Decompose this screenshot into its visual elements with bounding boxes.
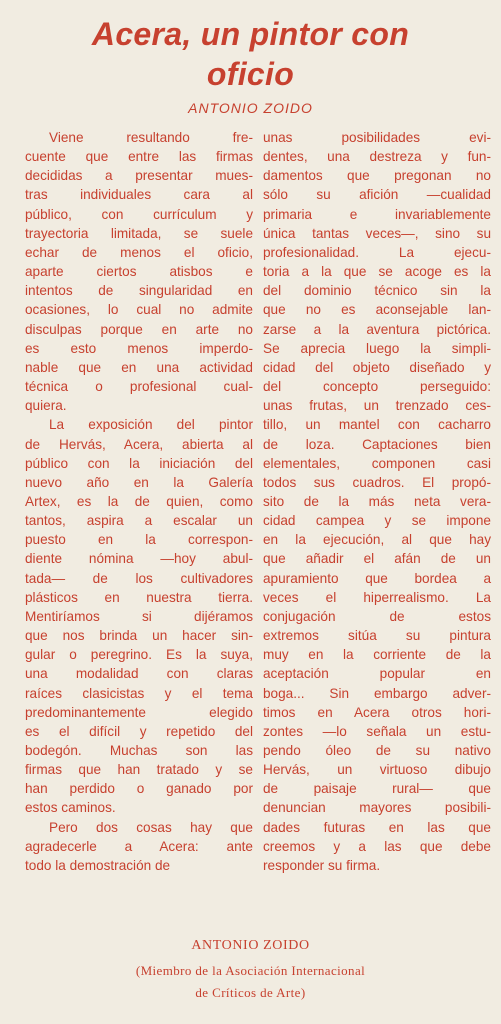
- article-line: público, con currículum y: [25, 206, 253, 222]
- footer-affiliation-line-1: (Miembro de la Asociación Internacional: [135, 963, 366, 978]
- article-line: única tantas veces—, sino su: [263, 225, 491, 241]
- article-line: nuevo año en la Galería: [25, 474, 253, 490]
- article-line: cuente que entre las firmas: [25, 149, 253, 165]
- article-line: ocasiones, lo cual no admite: [25, 302, 253, 318]
- article-byline: ANTONIO ZOIDO: [188, 100, 313, 116]
- article-line: puesto en la correspon-: [25, 532, 253, 548]
- article-line: decididas a presentar mues-: [25, 168, 253, 184]
- article-line: primaria e invariablemente: [263, 206, 491, 222]
- article-line: del dominio técnico sin la: [263, 283, 491, 299]
- article-line: de loza. Captaciones bien: [263, 436, 491, 452]
- article-title: [20, 14, 481, 94]
- article-line: tras individuales cara al: [25, 187, 253, 203]
- article-line: Pero dos cosas hay que: [49, 819, 253, 835]
- article-line: Se aprecia luego la simpli-: [263, 340, 491, 356]
- article-line: damentos que pregonan no: [263, 168, 491, 184]
- article-line: del concepto perseguido:: [263, 379, 491, 395]
- article-line: zarse a la aventura pictórica.: [263, 321, 491, 337]
- title-line-1: Acera, un pintor con: [91, 16, 410, 52]
- article-line: que no es aconsejable lan-: [263, 302, 491, 318]
- article-line: creemos y a las que debe: [263, 838, 491, 854]
- article-line: aparte ciertos atisbos e: [25, 264, 253, 280]
- article-line: muy en la corriente de la: [263, 647, 491, 663]
- article-line: echar de menos el oficio,: [25, 244, 253, 260]
- article-line: unas frutas, un trenzado ces-: [263, 398, 491, 414]
- article-line: tantos, aspira a escalar un: [25, 513, 253, 529]
- title-line-2: oficio: [206, 56, 295, 92]
- article-line: tillo, un mantel con cacharro: [263, 417, 491, 433]
- article-line: intentos de singularidad en: [25, 283, 253, 299]
- article-line: Mentiríamos si dijéramos: [25, 608, 253, 624]
- article-line: público con la iniciación del: [25, 455, 253, 471]
- article-line: es el difícil y repetido del: [25, 723, 253, 739]
- article-line: de Hervás, Acera, abierta al: [25, 436, 253, 452]
- article-line: disculpas porque en arte no: [25, 321, 253, 337]
- article-line: gular o peregrino. Es la suya,: [25, 647, 253, 663]
- article-line: agradecerle a Acera: ante: [25, 838, 253, 854]
- article-line: diente nómina —hoy abul-: [25, 551, 253, 567]
- article-line: nable que en una actividad: [25, 359, 253, 375]
- article-line: Viene resultando fre-: [49, 130, 253, 145]
- footer-author-name: ANTONIO ZOIDO: [191, 938, 310, 953]
- article-line: denuncian mayores posibili-: [263, 800, 491, 816]
- footer-affiliation: [0, 960, 501, 1004]
- article-line: toria a la que se acoge es la: [263, 264, 491, 280]
- article-line: sólo su afición —cualidad: [263, 187, 491, 203]
- article-line: conjugación de estos: [263, 608, 491, 624]
- article-line: todos sus cuadros. El propó-: [263, 474, 491, 490]
- article-line: estos caminos.: [25, 800, 116, 816]
- article-line: raíces clasicistas y el tema: [25, 685, 253, 701]
- footer-affiliation-line-2: de Críticos de Arte): [195, 985, 306, 1000]
- article-line: dades futuras en las que: [263, 819, 491, 835]
- article-line: extremos sitúa su pintura: [263, 628, 491, 644]
- article-line: es esto menos imperdo-: [25, 340, 253, 356]
- article-line: en la ejecución, al que hay: [263, 532, 491, 548]
- left-column: [25, 128, 253, 875]
- article-line: una modalidad con claras: [25, 666, 253, 682]
- article-line: apuramiento que bordea a: [263, 570, 491, 586]
- article-line: sito de la más neta vera-: [263, 493, 491, 509]
- article-line: plásticos en nuestra tierra.: [25, 589, 253, 605]
- article-line: La exposición del pintor: [49, 417, 253, 433]
- article-line: Hervás, un virtuoso dibujo: [263, 762, 491, 778]
- article-line: firmas que han tratado y se: [25, 762, 253, 778]
- article-line: timos en Acera otros hori-: [263, 704, 491, 720]
- article-line: profesionalidad. La ejecu-: [263, 244, 491, 260]
- right-column: [263, 128, 491, 875]
- article-line: responder su firma.: [263, 857, 381, 873]
- article-line: tada— de los cultivadores: [25, 570, 253, 586]
- article-line: trayectoria limitada, se suele: [25, 225, 253, 241]
- article-line: predominantemente elegido: [25, 704, 253, 720]
- article-line: Artex, es la de quien, como: [25, 493, 253, 509]
- article-line: bodegón. Muchas son las: [25, 743, 253, 758]
- article-line: que añadir el afán de un: [263, 551, 491, 567]
- article-line: que nos brinda un hacer sin-: [25, 628, 253, 644]
- article-line: cidad campea y se impone: [263, 513, 491, 529]
- article-line: zontes —lo señala un estu-: [263, 723, 491, 739]
- article-line: boga... Sin embargo adver-: [263, 685, 491, 701]
- article-line: todo la demostración de: [25, 857, 171, 873]
- article-line: dentes, una destreza y fun-: [263, 149, 491, 165]
- article-line: veces el hiperrealismo. La: [263, 589, 491, 605]
- article-line: técnica o profesional cual-: [25, 379, 253, 395]
- article-line: pendo óleo de su nativo: [263, 743, 491, 758]
- article-line: cidad del objeto diseñado y: [263, 359, 491, 375]
- article-line: aceptación popular en: [263, 666, 491, 682]
- article-line: han perdido o ganado por: [25, 781, 253, 797]
- article-line: unas posibilidades evi-: [263, 130, 491, 145]
- article-line: quiera.: [25, 398, 67, 414]
- article-line: elementales, componen casi: [263, 455, 491, 471]
- article-line: de paisaje rural— que: [263, 781, 491, 797]
